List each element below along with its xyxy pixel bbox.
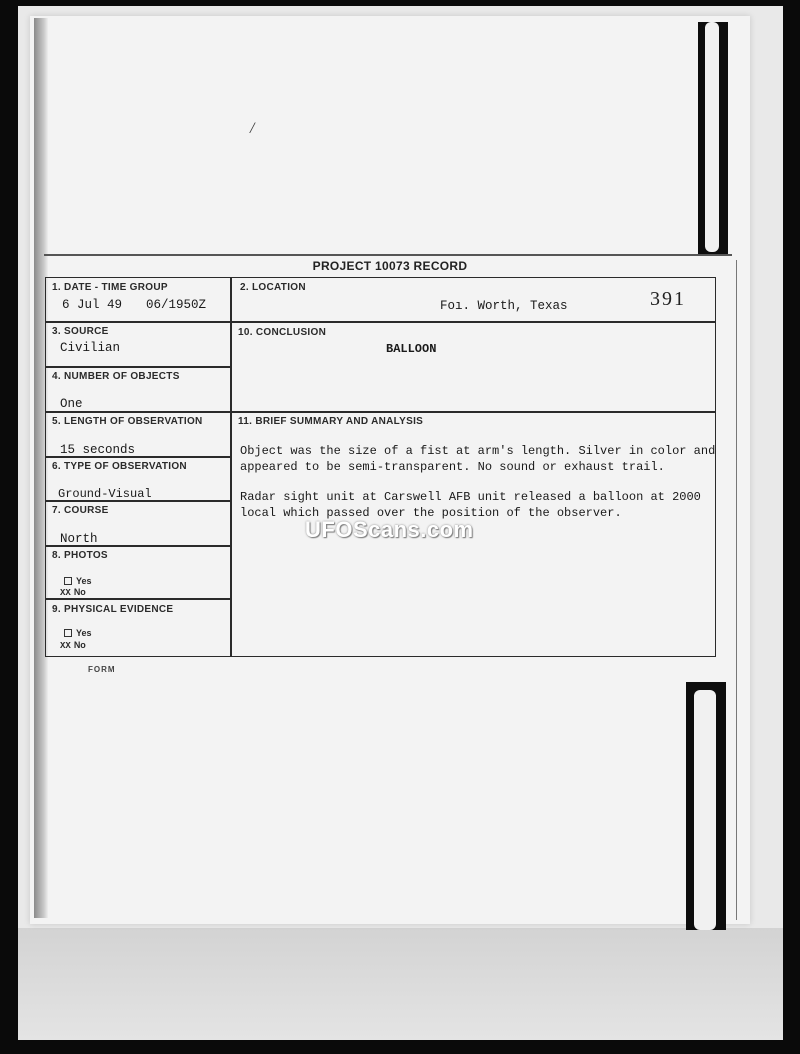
photos-yes-option [64, 576, 92, 586]
summary-label: 11. BRIEF SUMMARY AND ANALYSIS [238, 416, 424, 427]
form-footer-label: FORM [88, 665, 116, 674]
scan-bar-top [698, 22, 728, 256]
time-value: 06/1950Z [146, 298, 207, 312]
photos-no-label: No [73, 587, 86, 597]
date-value: 6 Jul 49 [62, 298, 123, 312]
num-objects-value: One [60, 397, 83, 409]
pencil-mark: / [250, 120, 255, 137]
right-margin-rule [736, 260, 737, 920]
photos-yes-checkbox [64, 577, 72, 585]
course-value: North [60, 532, 98, 546]
physical-no-option [60, 640, 86, 651]
length-obs-value: 15 seconds [60, 443, 136, 457]
physical-yes-checkbox [64, 629, 72, 637]
type-obs-label: 6. TYPE OF OBSERVATION [52, 461, 187, 472]
record-title: PROJECT 10073 RECORD [312, 259, 468, 273]
num-objects-label: 4. NUMBER OF OBJECTS [52, 371, 180, 382]
row-rule-7 [45, 598, 231, 600]
summary-paragraph-2: Radar sight unit at Carswell AFB unit released a balloon at 2000 local which passed over the position of the observer. [240, 490, 701, 520]
location-value: Foı. Worth, Texas [440, 299, 568, 313]
conclusion-value: BALLOON [386, 342, 437, 356]
photos-yes-label: Yes [76, 576, 92, 586]
photos-no-mark: XX [60, 588, 71, 598]
row-rule-3 [45, 411, 715, 413]
source-label: 3. SOURCE [52, 326, 109, 337]
physical-yes-label: Yes [76, 628, 92, 638]
scan-bar-bottom [686, 682, 726, 930]
conclusion-label: 10. CONCLUSION [238, 327, 327, 338]
physical-evidence-label: 9. PHYSICAL EVIDENCE [52, 604, 174, 615]
photos-no-option [60, 587, 86, 598]
title-rule [44, 254, 732, 256]
physical-no-mark: XX [60, 641, 71, 651]
course-label: 7. COURSE [52, 505, 109, 516]
page-shadow [18, 928, 783, 1040]
row-rule-1 [45, 321, 715, 323]
length-obs-label: 5. LENGTH OF OBSERVATION [52, 416, 203, 427]
watermark: UFOScans.com [305, 517, 474, 542]
source-value: Civilian [60, 341, 121, 355]
photos-label: 8. PHOTOS [52, 550, 108, 561]
location-label: 2. LOCATION [240, 282, 306, 293]
physical-no-label: No [73, 640, 86, 650]
case-number: 391 [650, 288, 686, 310]
date-time-label: 1. DATE - TIME GROUP [52, 282, 168, 293]
type-obs-value: Ground-Visual [58, 487, 152, 501]
row-rule-2 [45, 366, 231, 368]
physical-yes-option [64, 628, 92, 638]
summary-paragraph-1: Object was the size of a fist at arm's length. Silver in color and appeared to be semi-transparent. No sound or exhaust trail. [240, 444, 716, 474]
